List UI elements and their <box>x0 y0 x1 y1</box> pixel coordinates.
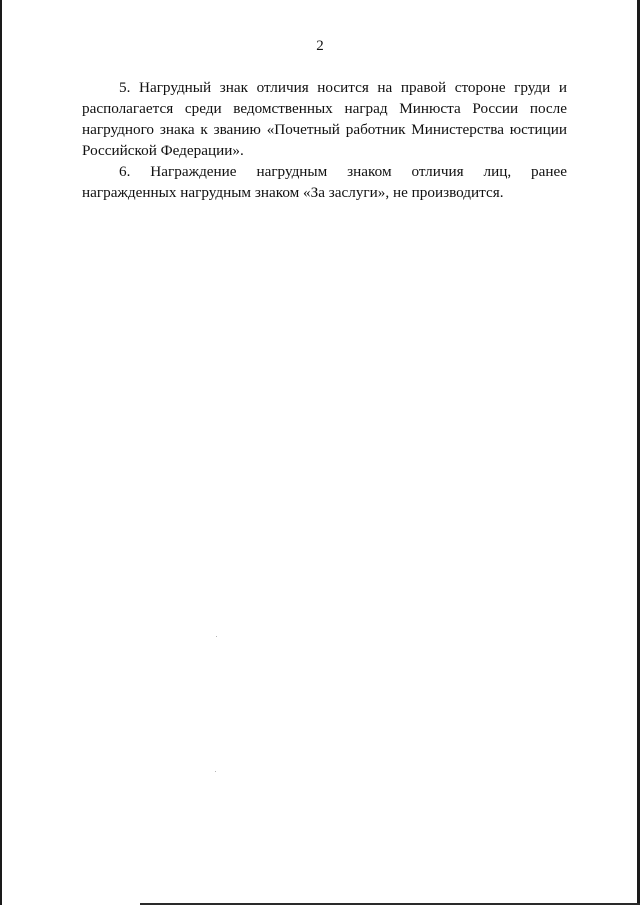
scan-speck <box>215 771 216 772</box>
scan-speck <box>216 636 217 637</box>
paragraph-5: 5. Нагрудный знак отличия носится на правой стороне груди и располагается среди ведомственных наград Минюста России после нагрудного знака к званию «Почетный работник Министерства юстиции Российской Федерации». <box>82 79 567 159</box>
paragraph-6: 6. Награждение нагрудным знаком отличия лиц, ранее награжденных нагрудным знаком «За заслуги», не производится. <box>82 163 567 201</box>
page-number: 2 <box>316 38 324 54</box>
document-body <box>82 77 567 203</box>
scan-edge-left <box>0 0 2 905</box>
